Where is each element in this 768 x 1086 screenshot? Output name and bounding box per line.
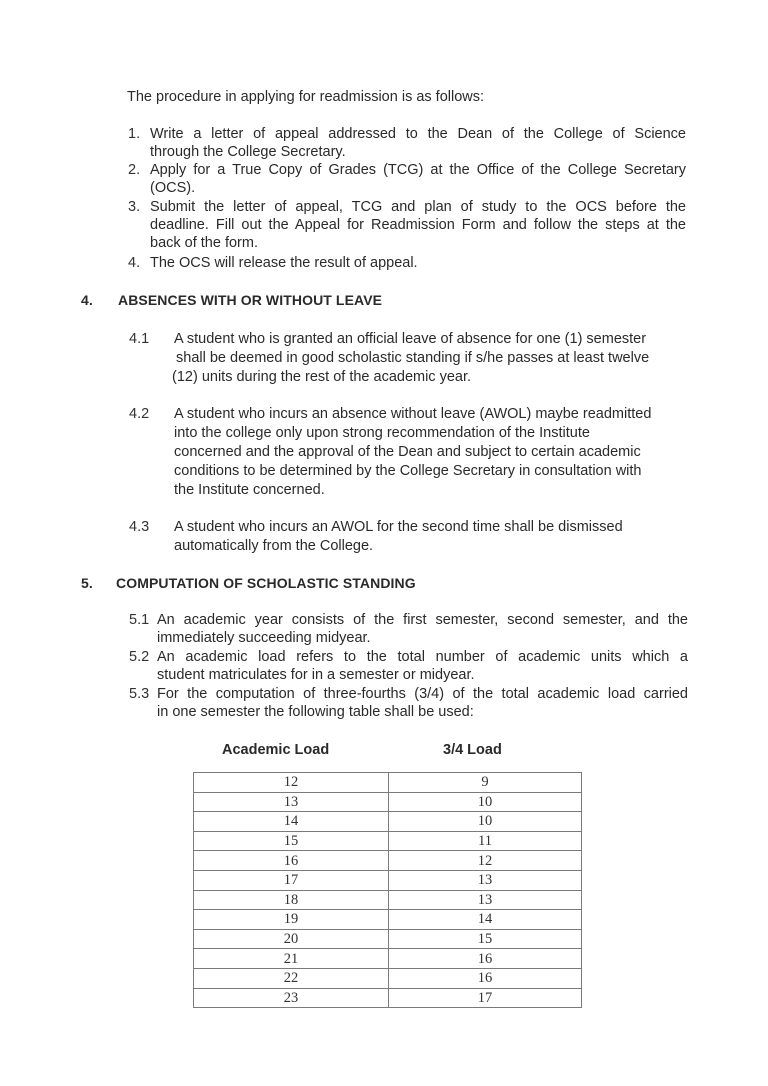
table-row (194, 851, 582, 871)
three-fourths-load-cell: 15 (389, 929, 582, 949)
three-fourths-load-cell: 9 (389, 773, 582, 793)
academic-load-cell: 19 (194, 910, 389, 930)
load-table-body (194, 773, 582, 1008)
academic-load-cell: 20 (194, 929, 389, 949)
item-line: (12) units during the rest of the academic year. (172, 369, 472, 385)
academic-load-cell: 17 (194, 870, 389, 890)
academic-load-cell: 21 (194, 949, 389, 969)
item-line: automatically from the College. (174, 538, 374, 554)
academic-load-cell: 23 (194, 988, 389, 1008)
academic-load-cell: 18 (194, 890, 389, 910)
item-line: A student who incurs an AWOL for the second time shall be dismissed (174, 519, 623, 535)
procedure-number: 3. (128, 199, 141, 215)
item-number: 4.1 (129, 331, 150, 347)
three-fourths-load-cell: 13 (389, 870, 582, 890)
item-line: conditions to be determined by the College Secretary in consultation with (174, 463, 642, 479)
procedure-line: The OCS will release the result of appeal. (150, 255, 418, 271)
table-row (194, 870, 582, 890)
academic-load-cell: 16 (194, 851, 389, 871)
table-row (194, 812, 582, 832)
item-number: 5.1 (129, 612, 150, 628)
item-number: 4.2 (129, 406, 150, 422)
table-row (194, 792, 582, 812)
item-line: An academic load refers to the total number of academic units which a (157, 649, 688, 665)
academic-load-cell: 14 (194, 812, 389, 832)
three-fourths-load-cell: 11 (389, 831, 582, 851)
item-line: For the computation of three-fourths (3/4) of the total academic load carried (157, 686, 688, 702)
procedure-line: back of the form. (150, 235, 258, 251)
table-row (194, 910, 582, 930)
section-number: 4. (81, 292, 93, 308)
item-line: An academic year consists of the first semester, second semester, and the (157, 612, 688, 628)
item-line: A student who is granted an official leave of absence for one (1) semester (174, 331, 647, 347)
item-number: 5.2 (129, 649, 150, 665)
load-table (193, 772, 582, 1008)
academic-load-cell: 22 (194, 968, 389, 988)
procedure-line: deadline. Fill out the Appeal for Readmission Form and follow the steps at the (150, 217, 686, 233)
three-fourths-load-cell: 12 (389, 851, 582, 871)
item-line: A student who incurs an absence without leave (AWOL) maybe readmitted (174, 406, 652, 422)
academic-load-cell: 15 (194, 831, 389, 851)
table-row (194, 773, 582, 793)
item-line: concerned and the approval of the Dean and subject to certain academic (174, 444, 641, 460)
section-heading: COMPUTATION OF SCHOLASTIC STANDING (116, 575, 416, 591)
academic-load-cell: 12 (194, 773, 389, 793)
procedure-number: 1. (128, 126, 141, 142)
procedure-number: 2. (128, 162, 141, 178)
table-row (194, 949, 582, 969)
item-line: the Institute concerned. (174, 482, 325, 498)
procedure-line: Apply for a True Copy of Grades (TCG) at the Office of the College Secretary (150, 162, 686, 178)
section-number: 5. (81, 575, 93, 591)
three-fourths-load-cell: 10 (389, 812, 582, 832)
item-number: 5.3 (129, 686, 150, 702)
table-row (194, 890, 582, 910)
three-fourths-load-cell: 13 (389, 890, 582, 910)
procedure-line: Submit the letter of appeal, TCG and plan of study to the OCS before the (150, 199, 686, 215)
column-header-academic-load: Academic Load (222, 742, 330, 758)
three-fourths-load-cell: 16 (389, 968, 582, 988)
three-fourths-load-cell: 10 (389, 792, 582, 812)
item-line: student matriculates for in a semester or midyear. (157, 667, 475, 683)
intro-text: The procedure in applying for readmission is as follows: (127, 89, 485, 105)
section-heading: ABSENCES WITH OR WITHOUT LEAVE (118, 292, 383, 308)
procedure-line: (OCS). (150, 180, 196, 196)
procedure-number: 4. (128, 255, 141, 271)
item-line: shall be deemed in good scholastic standing if s/he passes at least twelve (176, 350, 650, 366)
procedure-line: Write a letter of appeal addressed to the Dean of the College of Science (150, 126, 686, 142)
three-fourths-load-cell: 17 (389, 988, 582, 1008)
item-line: immediately succeeding midyear. (157, 630, 371, 646)
table-row (194, 968, 582, 988)
table-row (194, 988, 582, 1008)
item-line: in one semester the following table shall be used: (157, 704, 474, 720)
three-fourths-load-cell: 14 (389, 910, 582, 930)
procedure-line: through the College Secretary. (150, 144, 346, 160)
column-header-three-fourths-load: 3/4 Load (443, 742, 502, 758)
table-row (194, 929, 582, 949)
item-line: into the college only upon strong recommendation of the Institute (174, 425, 590, 441)
three-fourths-load-cell: 16 (389, 949, 582, 969)
academic-load-cell: 13 (194, 792, 389, 812)
table-row (194, 831, 582, 851)
item-number: 4.3 (129, 519, 150, 535)
